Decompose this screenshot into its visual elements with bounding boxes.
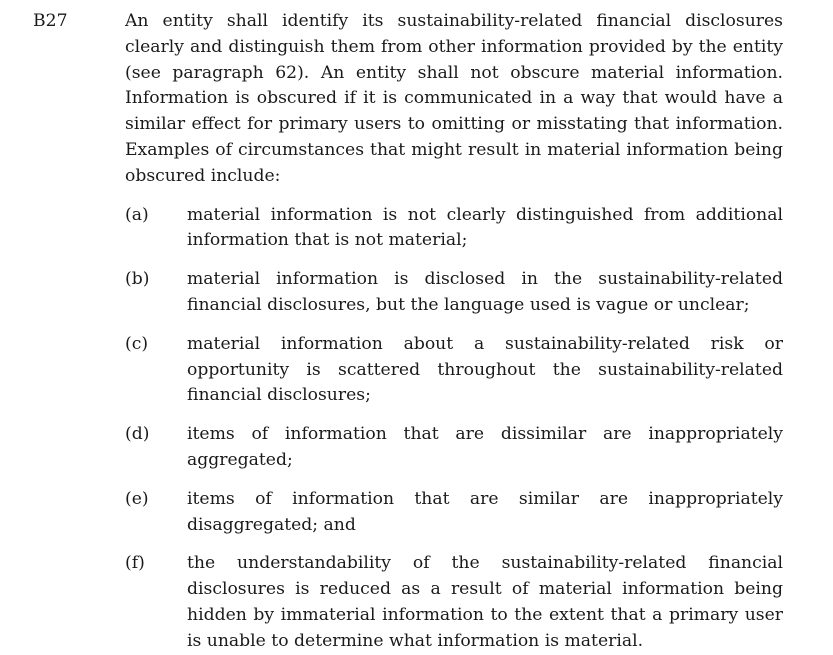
paragraph-body: [125, 9, 783, 655]
list-item-text: items of information that are dissimilar are inappropriately aggregated;: [187, 424, 783, 470]
list-item: [125, 267, 783, 319]
list-item-text: material information is disclosed in the sustainability-related financial disclosures, but the language used is vague or unclear;: [187, 269, 783, 315]
example-list: [125, 203, 783, 655]
list-item-text: items of information that are similar are inappropriately disaggregated; and: [187, 488, 783, 535]
list-item: [125, 203, 783, 255]
paragraph-lead-text: An entity shall identify its sustainability-related financial disclosures clearly and distinguish them from other information provided by the entity (see paragraph 62). An entity shall not obscure material information. Information is obscured if it is communicated in a way that would have a similar effect for primary users to omitting or misstating that information. Examples of circumstances that might result in material information being obscured include:: [125, 11, 783, 186]
list-item-text: the understandability of the sustainability-related financial disclosures is reduced as a result of material information being hidden by immaterial information to the extent that a primary user is unable to determine what information is material.: [187, 553, 783, 651]
list-item-text: material information about a sustainability-related risk or opportunity is scattered throughout the sustainability-related financial disclosures;: [187, 333, 783, 406]
list-item-label: (d): [125, 424, 150, 445]
list-item-label: (c): [125, 333, 149, 354]
list-item-label: (a): [125, 204, 149, 225]
paragraph-number: B27: [33, 11, 68, 31]
list-item: [125, 332, 783, 409]
list-item: [125, 422, 783, 474]
list-item-label: (b): [125, 269, 150, 290]
list-item-label: (f): [125, 553, 145, 574]
list-item: [125, 551, 783, 654]
list-item: [125, 487, 783, 539]
list-item-text: material information is not clearly distinguished from additional information that is not material;: [187, 204, 783, 251]
list-item-label: (e): [125, 488, 149, 509]
